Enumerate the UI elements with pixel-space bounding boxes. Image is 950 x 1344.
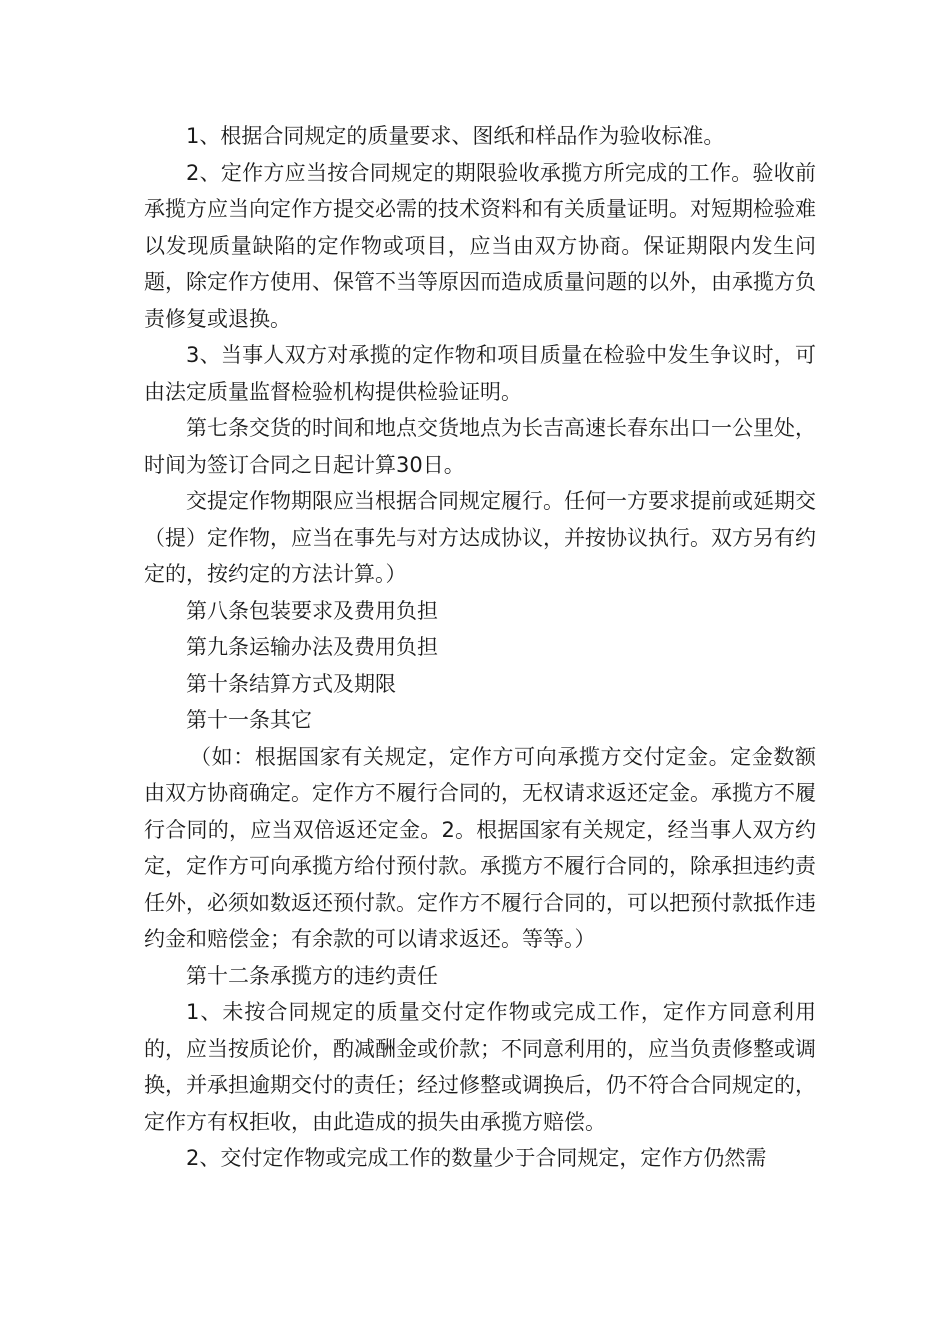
heading-article-11: 第十一条其它 — [186, 708, 312, 732]
paragraph-quality-breach: 1、未按合同规定的质量交付定作物或完成工作，定作方同意利用的，应当按质论价，酌减酬金或价款；不同意利用的，应当负责修整或调换，并承担逾期交付的责任；经过修整或调换后，仍不符合合同规定的，定作方有权拒收，由此造成的损失由承揽方赔偿。 — [144, 1000, 816, 1134]
paragraph-article-7-delivery: 第七条交货的时间和地点交货地点为长吉高速长春东出口一公里处，时间为签订合同之日起计算30日。 — [144, 416, 816, 477]
heading-article-10: 第十条结算方式及期限 — [186, 671, 396, 696]
paragraph-acceptance-standard: 1、根据合同规定的质量要求、图纸和样品作为验收标准。 — [186, 124, 725, 148]
heading-article-12: 第十二条承揽方的违约责任 — [186, 963, 438, 988]
paragraph-acceptance-period: 2、定作方应当按合同规定的期限验收承揽方所完成的工作。验收前承揽方应当向定作方提交必需的技术资料和有关质量证明。对短期检验难以发现质量缺陷的定作物或项目，应当由双方协商。保证期限内发生问题，除定作方使用、保管不当等原因而造成质量问题的以外，由承揽方负责修复或退换。 — [144, 160, 816, 331]
heading-article-8: 第八条包装要求及费用负担 — [186, 598, 438, 623]
document-page — [144, 118, 816, 1177]
paragraph-deposit-prepayment: （如：根据国家有关规定，定作方可向承揽方交付定金。定金数额由双方协商确定。定作方不履行合同的，无权请求返还定金。承揽方不履行合同的，应当双倍返还定金。2。根据国家有关规定，经当事人双方约定，定作方可向承揽方给付预付款。承揽方不履行合同的，除承担违约责任外，必须如数返还预付款。定作方不履行合同的，可以把预付款抵作违约金和赔偿金；有余款的可以请求返还。等等。） — [144, 744, 816, 951]
paragraph-quality-dispute: 3、当事人双方对承揽的定作物和项目质量在检验中发生争议时，可由法定质量监督检验机构提供检验证明。 — [144, 343, 816, 404]
paragraph-quantity-breach: 2、交付定作物或完成工作的数量少于合同规定，定作方仍然需 — [186, 1146, 767, 1170]
heading-article-9: 第九条运输办法及费用负担 — [186, 635, 438, 659]
paragraph-delivery-period: 交提定作物期限应当根据合同规定履行。任何一方要求提前或延期交（提）定作物，应当在事先与对方达成协议，并按协议执行。双方另有约定的，按约定的方法计算。） — [144, 489, 816, 586]
